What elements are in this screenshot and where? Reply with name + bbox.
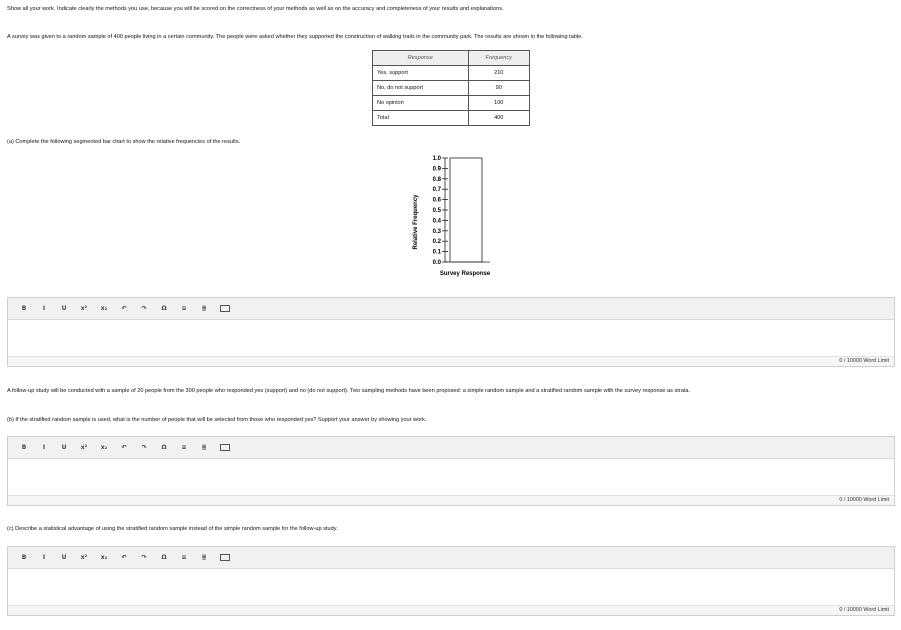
table-cell-response: Total xyxy=(373,111,469,126)
y-tick-label: 0.1 xyxy=(432,249,441,256)
underline-icon[interactable]: U xyxy=(61,444,67,451)
special-character-icon[interactable]: Ω xyxy=(161,444,167,451)
y-tick-label: 0.8 xyxy=(432,176,441,183)
numbered-list-icon[interactable]: ≣ xyxy=(201,554,207,561)
answer-editor-a[interactable] xyxy=(7,297,895,367)
bulleted-list-icon[interactable]: ≡ xyxy=(181,444,187,451)
answer-editor-c[interactable] xyxy=(7,546,895,616)
table-header-row xyxy=(373,51,530,66)
subscript-icon[interactable]: x₂ xyxy=(100,305,108,312)
table-cell-frequency: 400 xyxy=(468,111,530,126)
frequency-table xyxy=(372,50,530,126)
superscript-icon[interactable]: x² xyxy=(80,444,88,451)
italic-icon[interactable]: I xyxy=(42,554,46,561)
answer-input-c[interactable] xyxy=(8,569,894,605)
table-row xyxy=(373,81,530,96)
table-cell-response: No, do not support xyxy=(373,81,469,96)
table-row xyxy=(373,66,530,81)
redo-icon[interactable]: ↷ xyxy=(141,444,147,451)
answer-input-b[interactable] xyxy=(8,459,894,495)
bar[interactable] xyxy=(450,158,482,262)
table-cell-frequency: 90 xyxy=(468,81,530,96)
y-tick-label: 0.0 xyxy=(432,260,441,266)
numbered-list-icon[interactable]: ≣ xyxy=(201,305,207,312)
word-count: 0 / 10000 Word Limit xyxy=(8,356,894,366)
part-a-text: (a) Complete the following segmented bar chart to show the relative frequencies of the results. xyxy=(7,139,241,145)
intro-text: A survey was given to a random sample of 400 people living in a certain community. The people were asked whether they supported the construction of walking trails in the community park. The results are shown in the following table. xyxy=(7,34,583,40)
redo-icon[interactable]: ↷ xyxy=(141,305,147,312)
editor-toolbar xyxy=(8,298,894,320)
x-axis-label: Survey Response xyxy=(439,271,491,277)
y-tick-label: 0.3 xyxy=(432,228,441,235)
underline-icon[interactable]: U xyxy=(61,554,67,561)
table-header-response: Response xyxy=(373,51,469,66)
y-tick-label: 0.6 xyxy=(432,197,441,204)
y-tick-label: 0.4 xyxy=(432,218,441,225)
answer-editor-b[interactable] xyxy=(7,436,895,506)
y-tick-label: 1.0 xyxy=(432,156,441,162)
table-cell-response: Yes, support xyxy=(373,66,469,81)
special-character-icon[interactable]: Ω xyxy=(161,305,167,312)
subscript-icon[interactable]: x₂ xyxy=(100,444,108,451)
bulleted-list-icon[interactable]: ≡ xyxy=(181,305,187,312)
table-row xyxy=(373,96,530,111)
image-icon[interactable] xyxy=(220,554,230,561)
editor-toolbar xyxy=(8,547,894,569)
y-tick-label: 0.9 xyxy=(432,166,441,173)
redo-icon[interactable]: ↷ xyxy=(141,554,147,561)
bold-icon[interactable]: B xyxy=(21,444,27,451)
italic-icon[interactable]: I xyxy=(42,305,46,312)
undo-icon[interactable]: ↶ xyxy=(121,554,127,561)
special-character-icon[interactable]: Ω xyxy=(161,554,167,561)
word-count: 0 / 10000 Word Limit xyxy=(8,495,894,505)
undo-icon[interactable]: ↶ xyxy=(121,444,127,451)
answer-input-a[interactable] xyxy=(8,320,894,356)
undo-icon[interactable]: ↶ xyxy=(121,305,127,312)
table-cell-frequency: 210 xyxy=(468,66,530,81)
table-cell-frequency: 100 xyxy=(468,96,530,111)
part-b-text: (b) If the stratified random sample is used, what is the number of people that will be selected from those who responded yes? Support your answer by showing your work. xyxy=(7,417,427,423)
bold-icon[interactable]: B xyxy=(21,305,27,312)
y-tick-label: 0.2 xyxy=(432,239,441,246)
image-icon[interactable] xyxy=(220,444,230,451)
superscript-icon[interactable]: x² xyxy=(80,554,88,561)
follow-up-text: A follow-up study will be conducted with a sample of 20 people from the 300 people who responded yes (support) and no (do not support). Two sampling methods have been proposed: a simple random sample and a stratified random sample with the survey response as strata. xyxy=(7,388,691,394)
italic-icon[interactable]: I xyxy=(42,444,46,451)
underline-icon[interactable]: U xyxy=(61,305,67,312)
table-header-frequency: Frequency xyxy=(468,51,530,66)
editor-toolbar xyxy=(8,437,894,459)
instructions-text: Show all your work. Indicate clearly the methods you use, because you will be scored on the correctness of your methods as well as on the accuracy and completeness of your results and explanations. xyxy=(7,6,504,12)
bold-icon[interactable]: B xyxy=(21,554,27,561)
bulleted-list-icon[interactable]: ≡ xyxy=(181,554,187,561)
table-cell-response: No opinion xyxy=(373,96,469,111)
subscript-icon[interactable]: x₂ xyxy=(100,554,108,561)
y-axis-label: Relative Frequency xyxy=(413,194,419,250)
segmented-bar-chart[interactable] xyxy=(405,150,505,290)
table-row xyxy=(373,111,530,126)
numbered-list-icon[interactable]: ≣ xyxy=(201,444,207,451)
y-tick-label: 0.5 xyxy=(432,208,441,214)
superscript-icon[interactable]: x² xyxy=(80,305,88,312)
word-count: 0 / 10000 Word Limit xyxy=(8,605,894,615)
image-icon[interactable] xyxy=(220,305,230,312)
y-tick-label: 0.7 xyxy=(432,187,441,194)
part-c-text: (c) Describe a statistical advantage of using the stratified random sample instead of the simple random sample for the follow-up study. xyxy=(7,526,338,532)
